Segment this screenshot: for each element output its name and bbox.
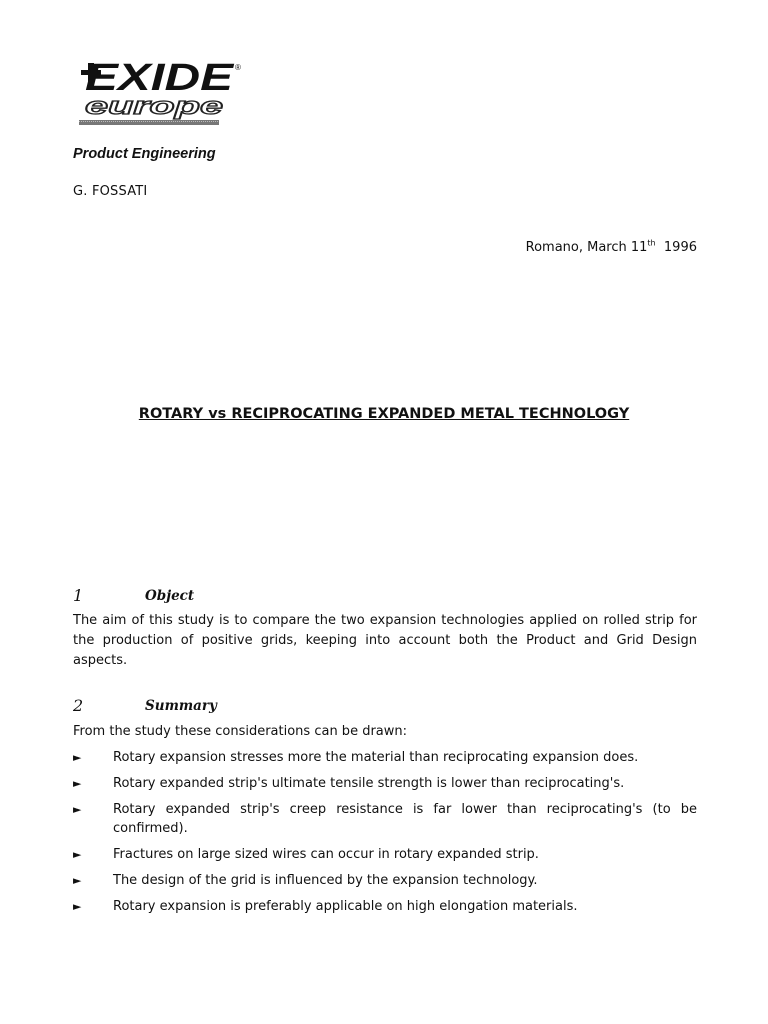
list-item xyxy=(73,897,697,916)
arrow-bullet-icon: ► xyxy=(73,751,82,764)
bullet-text: Rotary expansion stresses more the material than reciprocating expansion does. xyxy=(113,750,639,765)
document-title: ROTARY vs RECIPROCATING EXPANDED METAL TECHNOLOGY xyxy=(138,406,630,422)
list-item xyxy=(73,800,697,838)
date-year: 1996 xyxy=(663,240,697,255)
arrow-bullet-icon: ► xyxy=(73,803,82,816)
section-title: Object xyxy=(145,588,195,604)
bullet-text: Rotary expansion is preferably applicable on high elongation materials. xyxy=(113,899,578,914)
list-item xyxy=(73,748,697,767)
summary-bullet-list xyxy=(73,748,697,923)
date-prefix: Romano, March 11 xyxy=(525,240,648,255)
registered-mark: ® xyxy=(235,63,241,72)
bullet-text: Rotary expanded strip's ultimate tensile strength is lower than reciprocating's. xyxy=(113,776,625,791)
author-name: G. FOSSATI xyxy=(73,184,148,199)
document-date xyxy=(526,240,697,255)
section-title: Summary xyxy=(145,698,217,714)
section-2-intro: From the study these considerations can be drawn: xyxy=(73,724,408,739)
section-1-paragraph: The aim of this study is to compare the two expansion technologies applied on rolled strip for the production of positive grids, keeping into account both the Product and Grid Design aspects. xyxy=(73,613,697,668)
list-item xyxy=(73,871,697,890)
list-item xyxy=(73,845,697,864)
arrow-bullet-icon: ► xyxy=(73,777,82,790)
bullet-text: Fractures on large sized wires can occur in rotary expanded strip. xyxy=(113,847,539,862)
bullet-text: Rotary expanded strip's creep resistance is far lower than reciprocating's (to be confirmed). xyxy=(113,802,697,836)
department-label: Product Engineering xyxy=(73,146,216,162)
arrow-bullet-icon: ► xyxy=(73,848,82,861)
arrow-bullet-icon: ► xyxy=(73,874,82,887)
logo-graphic xyxy=(77,58,247,128)
exide-europe-logo xyxy=(77,58,247,128)
logo-brand-text: EXIDE xyxy=(85,58,236,99)
section-number: 1 xyxy=(73,586,84,605)
date-ordinal: th xyxy=(647,238,656,248)
section-number: 2 xyxy=(73,696,84,715)
logo-sub-text: europe xyxy=(85,93,223,120)
list-item xyxy=(73,774,697,793)
bullet-text: The design of the grid is influenced by the expansion technology. xyxy=(113,873,538,888)
arrow-bullet-icon: ► xyxy=(73,900,82,913)
